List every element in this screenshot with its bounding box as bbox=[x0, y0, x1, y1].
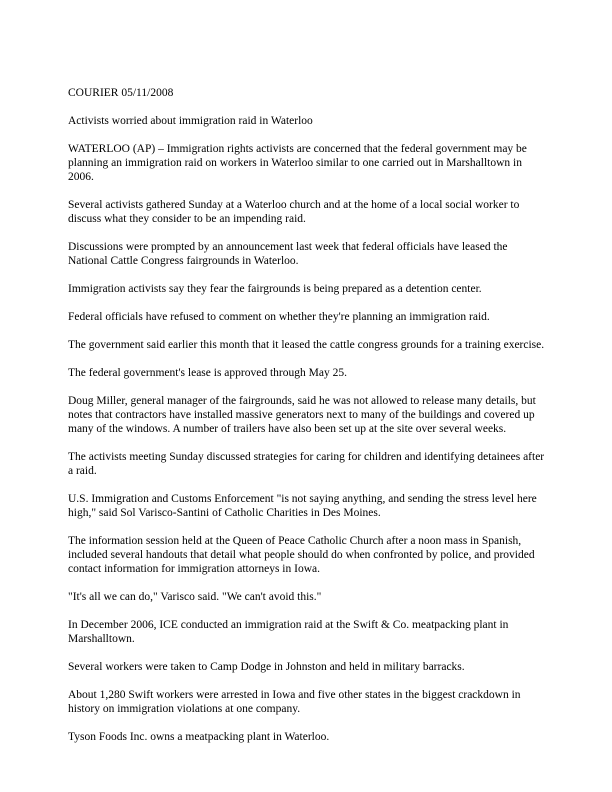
paragraph: Several activists gathered Sunday at a Waterloo church and at the home of a local social worker to discuss what they consider to be an impending raid. bbox=[68, 199, 520, 225]
paragraph: "It's all we can do," Varisco said. "We can't avoid this." bbox=[68, 591, 322, 603]
paragraph: In December 2006, ICE conducted an immigration raid at the Swift & Co. meatpacking plant in Marshalltown. bbox=[68, 619, 509, 645]
paragraph: Doug Miller, general manager of the fairgrounds, said he was not allowed to release many details, but notes that contractors have installed massive generators next to many of the buildings and covered up many of the windows. A number of trailers have also been set up at the site over several weeks. bbox=[68, 395, 536, 435]
article-header: COURIER 05/11/2008 bbox=[68, 87, 174, 99]
paragraph: The federal government's lease is approved through May 25. bbox=[68, 367, 347, 379]
article-body bbox=[68, 86, 547, 744]
paragraph: About 1,280 Swift workers were arrested in Iowa and five other states in the biggest crackdown in history on immigration violations at one company. bbox=[68, 689, 521, 715]
paragraph: Federal officials have refused to comment on whether they're planning an immigration raid. bbox=[68, 311, 490, 323]
paragraph: The information session held at the Queen of Peace Catholic Church after a noon mass in Spanish, included several handouts that detail what people should do when confronted by police, and provided contact information for immigration attorneys in Iowa. bbox=[68, 535, 535, 575]
paragraph: Several workers were taken to Camp Dodge in Johnston and held in military barracks. bbox=[68, 661, 465, 673]
paragraph: The government said earlier this month that it leased the cattle congress grounds for a training exercise. bbox=[68, 339, 545, 351]
paragraph: Immigration activists say they fear the fairgrounds is being prepared as a detention center. bbox=[68, 283, 482, 295]
paragraph: WATERLOO (AP) – Immigration rights activists are concerned that the federal government may be planning an immigration raid on workers in Waterloo similar to one carried out in Marshalltown in 2006. bbox=[68, 143, 527, 183]
article-headline: Activists worried about immigration raid in Waterloo bbox=[68, 115, 313, 127]
paragraph: The activists meeting Sunday discussed strategies for caring for children and identifying detainees after a raid. bbox=[68, 451, 545, 477]
paragraph: U.S. Immigration and Customs Enforcement "is not saying anything, and sending the stress level here high," said Sol Varisco-Santini of Catholic Charities in Des Moines. bbox=[68, 493, 537, 519]
paragraph: Tyson Foods Inc. owns a meatpacking plant in Waterloo. bbox=[68, 731, 330, 743]
paragraph: Discussions were prompted by an announcement last week that federal officials have leased the National Cattle Congress fairgrounds in Waterloo. bbox=[68, 241, 508, 267]
